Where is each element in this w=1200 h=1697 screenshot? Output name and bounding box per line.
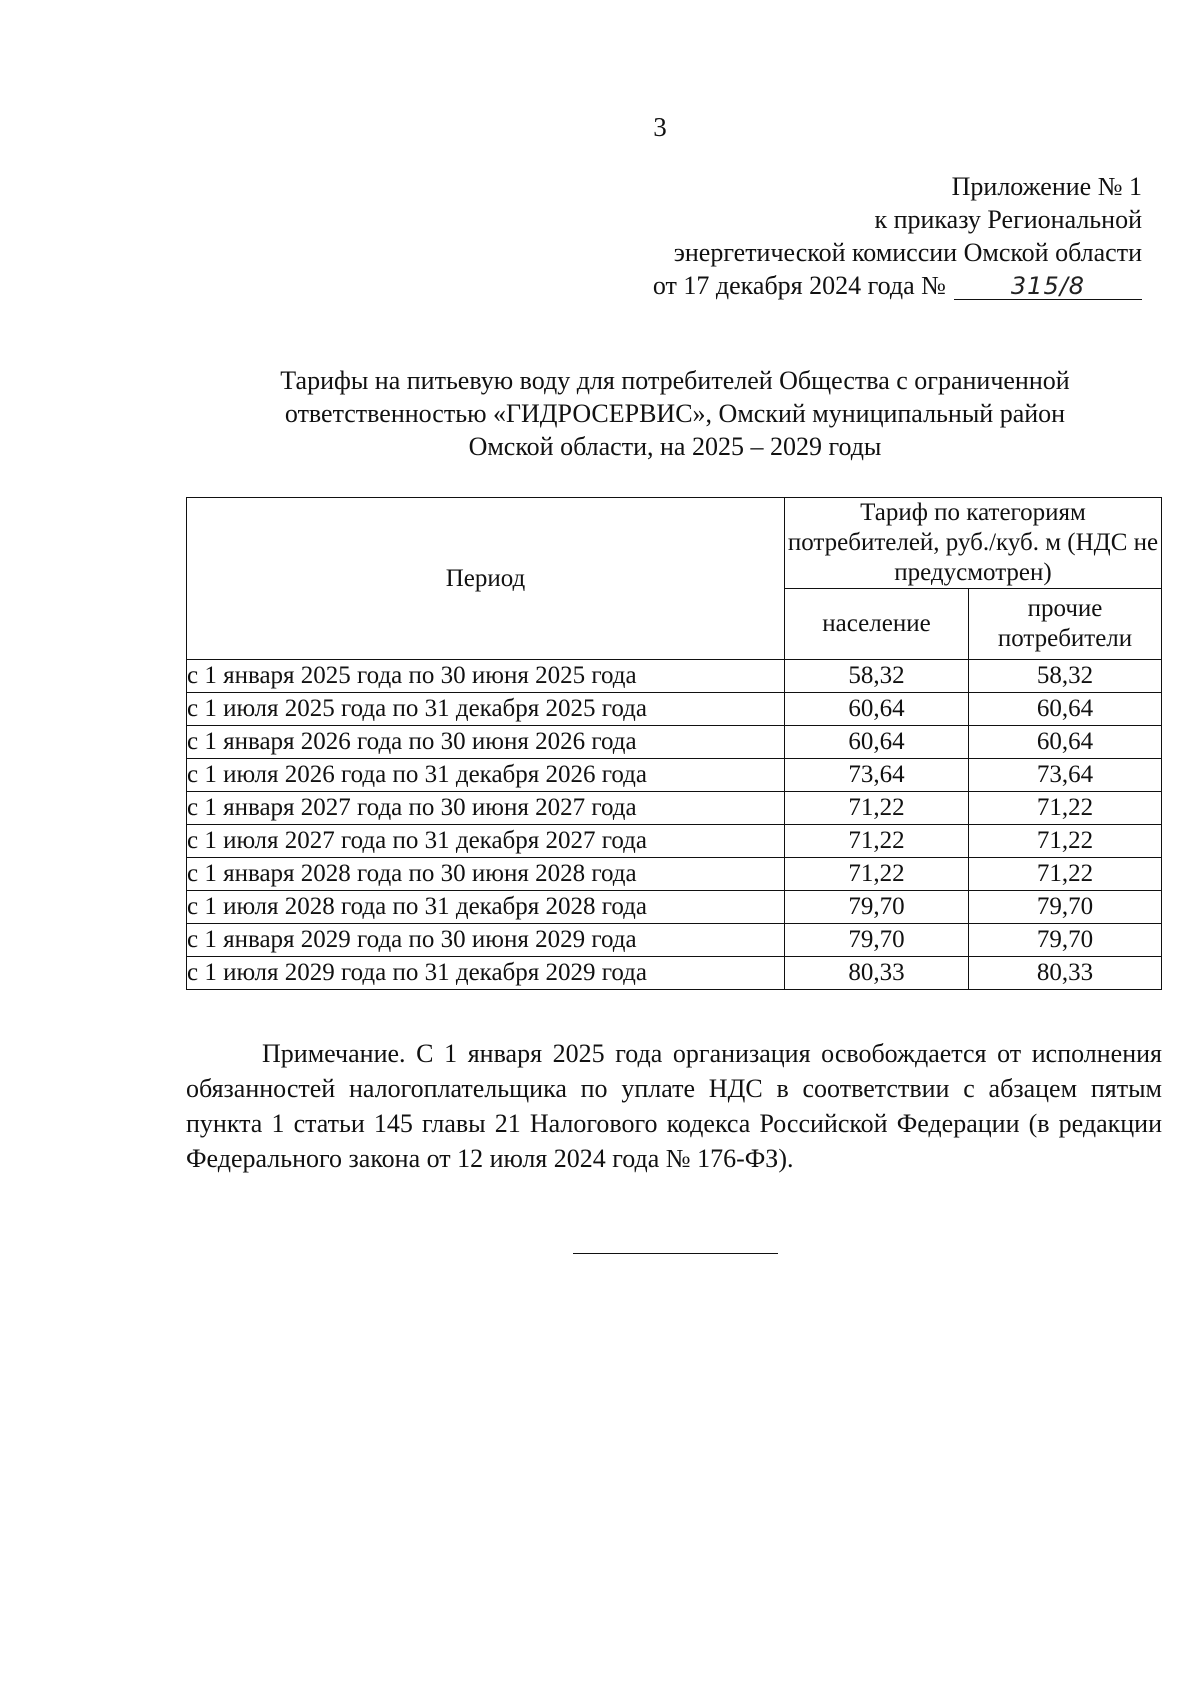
period-cell: с 1 января 2025 года по 30 июня 2025 года <box>187 660 785 693</box>
population-tariff-cell: 58,32 <box>785 660 969 693</box>
period-cell: с 1 июля 2027 года по 31 декабря 2027 года <box>187 825 785 858</box>
appendix-line-3: энергетической комиссии Омской области <box>673 238 1142 267</box>
other-tariff-cell: 58,32 <box>969 660 1162 693</box>
other-tariff-cell: 71,22 <box>969 825 1162 858</box>
other-tariff-cell: 79,70 <box>969 891 1162 924</box>
title-line-2: ответственностью «ГИДРОСЕРВИС», Омский муниципальный район <box>284 399 1066 428</box>
table-row <box>187 759 1162 792</box>
order-date-label: от 17 декабря 2024 года № <box>652 271 946 300</box>
appendix-line-2: к приказу Региональной <box>874 205 1142 234</box>
period-cell: с 1 июля 2028 года по 31 декабря 2028 года <box>187 891 785 924</box>
table-row <box>187 858 1162 891</box>
other-tariff-cell: 71,22 <box>969 792 1162 825</box>
table-row <box>187 660 1162 693</box>
population-tariff-cell: 71,22 <box>785 792 969 825</box>
end-divider <box>573 1253 778 1254</box>
handwritten-order-number: 315/8 <box>954 273 1142 300</box>
page-number: 3 <box>653 112 667 142</box>
appendix-line-1: Приложение № 1 <box>951 172 1142 201</box>
table-header-row <box>187 498 1162 589</box>
period-cell: с 1 июля 2025 года по 31 декабря 2025 года <box>187 693 785 726</box>
table-row <box>187 693 1162 726</box>
other-tariff-cell: 73,64 <box>969 759 1162 792</box>
title-line-3: Омской области, на 2025 – 2029 годы <box>468 432 882 461</box>
table-row <box>187 726 1162 759</box>
population-tariff-cell: 79,70 <box>785 891 969 924</box>
population-header: население <box>785 589 969 660</box>
tariff-group-header: Тариф по категориям потребителей, руб./куб. м (НДС не предусмотрен) <box>785 498 1162 589</box>
table-row <box>187 792 1162 825</box>
appendix-line-4 <box>653 269 1142 302</box>
population-tariff-cell: 80,33 <box>785 957 969 990</box>
population-tariff-cell: 60,64 <box>785 726 969 759</box>
population-tariff-cell: 60,64 <box>785 693 969 726</box>
period-cell: с 1 января 2026 года по 30 июня 2026 года <box>187 726 785 759</box>
tariff-table-body <box>187 660 1162 990</box>
other-tariff-cell: 79,70 <box>969 924 1162 957</box>
population-tariff-cell: 71,22 <box>785 858 969 891</box>
title-line-1: Тарифы на питьевую воду для потребителей Общества с ограниченной <box>280 366 1070 395</box>
other-consumers-header: прочие потребители <box>969 589 1162 660</box>
period-cell: с 1 января 2027 года по 30 июня 2027 года <box>187 792 785 825</box>
note-paragraph: Примечание. С 1 января 2025 года организация освобождается от исполнения обязанностей налогоплательщика по уплате НДС в соответствии с абзацем пятым пункта 1 статьи 145 главы 21 Налогового кодекса Российской Федерации (в редакции Федерального закона от 12 июля 2024 года № 176-ФЗ). <box>186 1039 1162 1173</box>
other-tariff-cell: 71,22 <box>969 858 1162 891</box>
period-cell: с 1 января 2028 года по 30 июня 2028 года <box>187 858 785 891</box>
table-row <box>187 891 1162 924</box>
other-tariff-cell: 60,64 <box>969 693 1162 726</box>
table-row <box>187 825 1162 858</box>
appendix-block <box>653 170 1142 302</box>
table-row <box>187 957 1162 990</box>
period-cell: с 1 января 2029 года по 30 июня 2029 года <box>187 924 785 957</box>
other-tariff-cell: 80,33 <box>969 957 1162 990</box>
document-title <box>175 364 1175 463</box>
tariff-table <box>186 497 1162 990</box>
other-tariff-cell: 60,64 <box>969 726 1162 759</box>
table-row <box>187 924 1162 957</box>
population-tariff-cell: 73,64 <box>785 759 969 792</box>
population-tariff-cell: 79,70 <box>785 924 969 957</box>
period-cell: с 1 июля 2029 года по 31 декабря 2029 года <box>187 957 785 990</box>
period-cell: с 1 июля 2026 года по 31 декабря 2026 года <box>187 759 785 792</box>
population-tariff-cell: 71,22 <box>785 825 969 858</box>
period-header: Период <box>187 498 785 660</box>
